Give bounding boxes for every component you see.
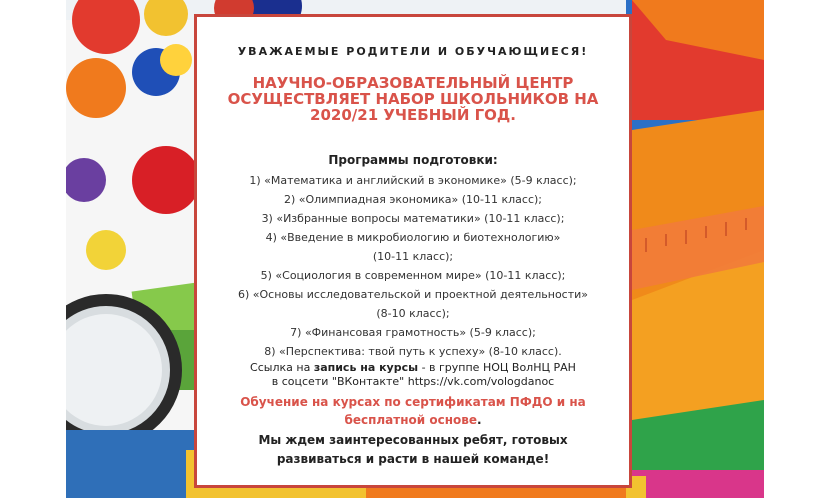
announcement-headline: НАУЧНО-ОБРАЗОВАТЕЛЬНЫЙ ЦЕНТР ОСУЩЕСТВЛЯЕТ НАБОР ШКОЛЬНИКОВ НА 2020/21 УЧЕБНЫЙ ГОД. — [227, 74, 599, 124]
programs-list — [197, 171, 629, 361]
enrollment-line-2: в соцсети "ВКонтакте" https://vk.com/vologdanoc — [271, 375, 555, 388]
enrollment-link-text: запись на курсы — [313, 361, 419, 374]
program-line: 5) «Социология в современном мире» (10-11 класс); — [260, 269, 566, 282]
free-training-note — [217, 393, 609, 429]
enrollment-suffix: - в группе НОЦ ВолНЦ РАН — [418, 361, 576, 374]
enrollment-line-1 — [197, 361, 629, 375]
program-line: 7) «Финансовая грамотность» (5-9 класс); — [290, 326, 536, 339]
program-line: 4) «Введение в микробиологию и биотехнологию» — [265, 231, 561, 244]
enrollment-info — [197, 361, 629, 389]
programs-title: Программы подготовки: — [328, 153, 498, 167]
program-line: 2) «Олимпиадная экономика» (10-11 класс); — [283, 193, 543, 206]
program-line: (10-11 класс); — [372, 250, 454, 263]
program-line: 3) «Избранные вопросы математики» (10-11 класс); — [261, 212, 565, 225]
program-line: 8) «Перспектива: твой путь к успеху» (8-10 класс). — [264, 345, 562, 358]
free-training-text: Обучение на курсах по сертификатам ПФДО и на бесплатной основе — [240, 395, 586, 427]
free-training-period: . — [476, 413, 482, 427]
greeting-heading: УВАЖАЕМЫЕ РОДИТЕЛИ И ОБУЧАЮЩИЕСЯ! — [237, 45, 589, 58]
enrollment-prefix: Ссылка на — [250, 361, 314, 374]
announcement-card — [194, 14, 632, 488]
program-line: 1) «Математика и английский в экономике» (5-9 класс); — [249, 174, 577, 187]
program-line: 6) «Основы исследовательской и проектной деятельности» — [237, 288, 589, 301]
closing-message: Мы ждем заинтересованных ребят, готовых развиваться и расти в нашей команде! — [258, 433, 568, 466]
program-line: (8-10 класс); — [376, 307, 450, 320]
